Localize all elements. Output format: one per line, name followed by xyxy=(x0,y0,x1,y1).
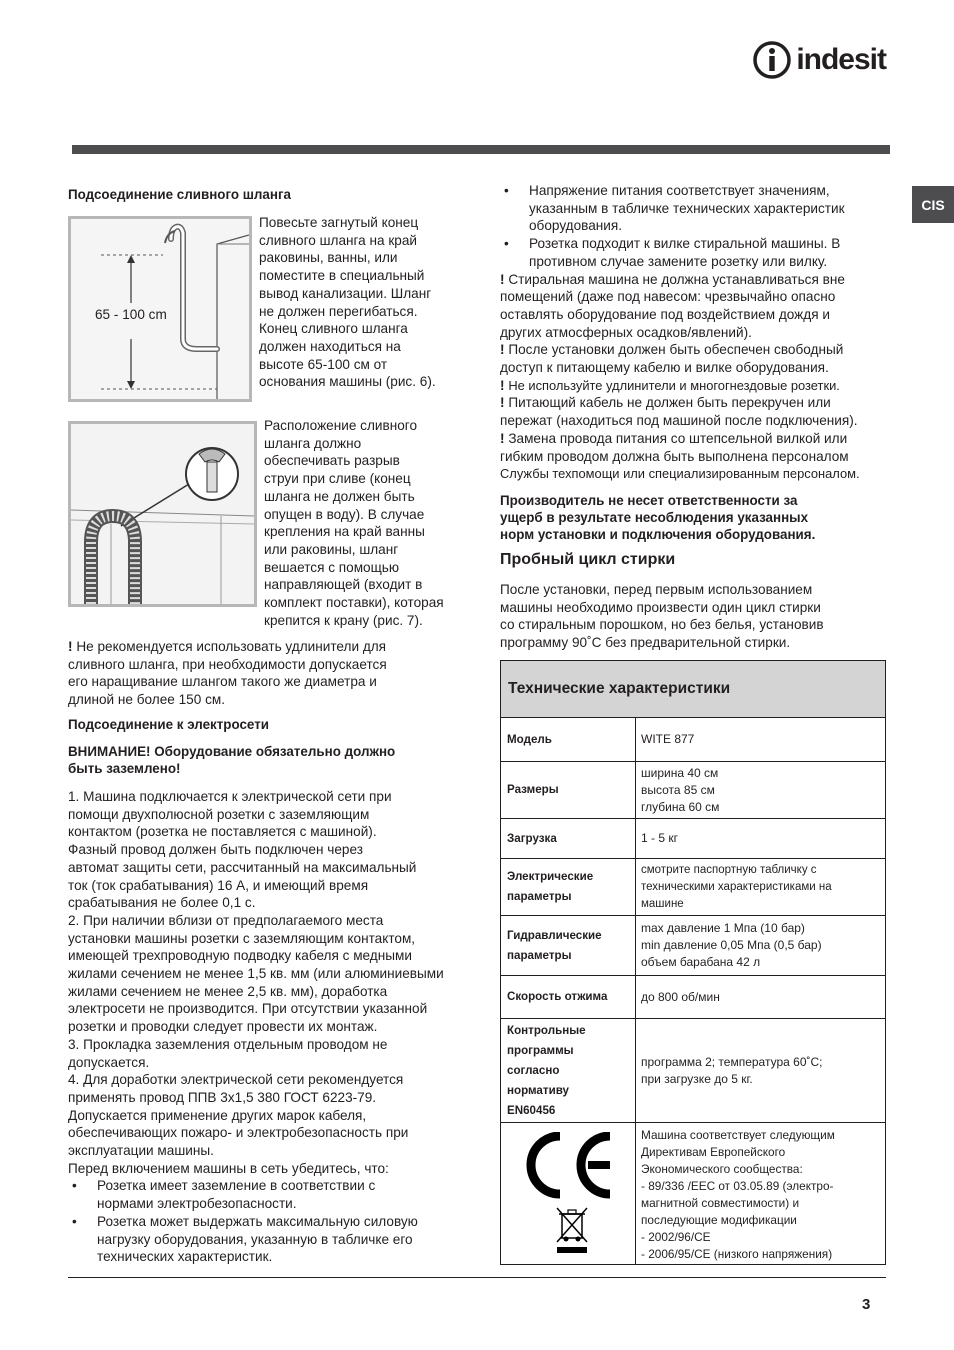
text-line: струи при сливе (конец xyxy=(264,471,411,487)
table-row: Модель WITE 877 xyxy=(501,718,886,762)
drain-heading: Подсоединение сливного шланга xyxy=(68,187,291,202)
grounding-warning xyxy=(68,743,395,777)
text-line: крепления на край ванны xyxy=(264,524,425,540)
text-line: ВНИМАНИЕ! Оборудование обязательно должно xyxy=(68,744,396,759)
text-line: допускается. xyxy=(68,1054,150,1070)
figure-7-drain-guide xyxy=(68,421,257,607)
table-row: Размеры ширина 40 см высота 85 см глубина 60 см xyxy=(501,762,886,819)
text-line: эксплуатации машины. xyxy=(68,1143,214,1159)
text-line: жилами сечением не менее 1,5 кв. мм (или алюминиевыми xyxy=(68,966,444,982)
text-line: или раковины, шланг xyxy=(264,541,399,557)
text-line: шланга не должен быть xyxy=(264,488,415,504)
spec-table xyxy=(500,660,886,1265)
text-line: раковины, ванны, или xyxy=(259,250,398,266)
text-line: Повесьте загнутый конец xyxy=(259,215,419,230)
text-line: 3. Прокладка заземления отдельным проводом не xyxy=(68,1036,388,1052)
warning-mark: ! xyxy=(68,639,77,654)
header-rule xyxy=(72,145,890,154)
page-number: 3 xyxy=(862,1296,871,1313)
text-line: длиной не более 150 см. xyxy=(68,692,225,708)
text-line: высоте 65-100 см от xyxy=(259,356,388,372)
text-line: Не рекомендуется использовать удлинители для xyxy=(76,639,387,654)
drain-guide-illustration xyxy=(71,424,254,604)
text-line: сливного шланга на край xyxy=(259,232,418,248)
text-line: шланга должно xyxy=(264,435,362,451)
text-line: обеспечивать разрыв xyxy=(264,453,400,469)
text-line: направляющей (входит в xyxy=(264,577,423,593)
bullet-list-left xyxy=(68,1177,444,1266)
table-row: Электрические параметры смотрите паспортную табличку с техническими характеристиками на машине xyxy=(501,859,886,916)
text-line: электросети не производится. При отсутствии указанной xyxy=(68,1001,428,1017)
indesit-info-icon xyxy=(752,40,792,80)
text-line: Конец сливного шланга xyxy=(259,321,408,337)
footer-rule xyxy=(68,1277,886,1278)
text-line: Перед включением машины в сеть убедитесь, что: xyxy=(68,1160,389,1176)
brand-logo xyxy=(752,40,886,80)
text-line: контактом (розетка не поставляется с машиной). xyxy=(68,824,377,840)
text-line: Допускается применение других марок кабеля, xyxy=(68,1107,367,1123)
bullet-list-right xyxy=(500,182,890,271)
text-line: 4. Для доработки электрической сети рекомендуется xyxy=(68,1072,404,1088)
text-line: автомат защиты сети, рассчитанный на максимальный xyxy=(68,859,417,875)
test-cycle-text: После установки, перед первым использованием машины необходимо произвести один цикл стирки со стиральным порошком, но без белья, установив программу 90˚С без предварительной стирки. xyxy=(500,582,824,651)
list-item: • Розетка может выдержать максимальную силовую нагрузку оборудования, указанную в табличке его технических характеристик. xyxy=(72,1213,418,1265)
text-line: быть заземлено! xyxy=(68,761,181,776)
text-line: Фазный провод должен быть подключен через xyxy=(68,842,363,858)
text-line: сливного шланга, при необходимости допускается xyxy=(68,656,387,672)
weee-bin-icon xyxy=(555,1206,589,1259)
text-line: 1. Машина подключается к электрической сети при xyxy=(68,789,392,804)
text-line: не должен перегибаться. xyxy=(259,303,418,319)
drain-text-1 xyxy=(259,214,436,391)
text-line: помощи двухполюсной розетки с заземляющим xyxy=(68,806,370,822)
right-column-text xyxy=(500,182,890,483)
figure-6-label: 65 - 100 cm xyxy=(95,307,167,322)
text-line: основания машины (рис. 6). xyxy=(259,374,436,390)
table-row: Машина соответствует следующим Директивам Европейского Экономического сообщества: - 89/336 /EEC от 03.05.89 (электро- магнитной совместимости) и последующие модификации - 2002/96/CE - 2006/95/CE (низкого напряжения) xyxy=(501,1123,886,1265)
language-tab: CIS xyxy=(912,186,954,223)
table-row: Скорость отжима до 800 об/мин xyxy=(501,976,886,1019)
spec-title: Технические характеристики xyxy=(501,661,886,718)
warning-block: ! Стиральная машина не должна устанавливаться вне помещений (даже под навесом: чрезвычайно опасно оставлять оборудование под воздействием дождя и других атмосферных осадков/явлений). ! После установки должен быть обеспечен свободный доступ к питающему кабелю и вилке оборудования. ! Не используйте удлинители и многогнездовые розетки. ! Питающий кабель не должен быть перекручен или пережат (находиться под машиной после подключения). ! Замена провода питания со штепсельной вилкой или гибким проводом должна быть выполнена персоналом Службы техпомощи или специализированным персоналом. xyxy=(500,271,860,482)
text-line: опущен в воду). В случае xyxy=(264,506,425,522)
text-line: имеющей трехпроводную подводку кабеля с медными xyxy=(68,948,412,964)
text-line: применять провод ППВ 3х1,5 380 ГОСТ 6223-79. xyxy=(68,1089,377,1105)
text-line: установки машины розетки с заземляющим контактом, xyxy=(68,930,416,946)
text-line: крепится к крану (рис. 7). xyxy=(264,612,423,628)
list-item: • Напряжение питания соответствует значениям, указанным в табличке технических характеристик оборудования. xyxy=(504,183,845,234)
text-line: комплект поставки), которая xyxy=(264,595,444,611)
text-line: срабатывания не более 0,1 с. xyxy=(68,895,256,911)
text-line: Расположение сливного xyxy=(264,418,418,433)
text-line: розетки и проводки следует провести их монтаж. xyxy=(68,1019,378,1035)
drain-text-2 xyxy=(264,417,444,629)
electric-heading: Подсоединение к электросети xyxy=(68,717,269,732)
brand-name: indesit xyxy=(796,43,886,76)
disclaimer: Производитель не несет ответственности за ущерб в результате несоблюдения указанных норм установки и подключения оборудования. xyxy=(500,493,816,542)
electric-text xyxy=(68,788,444,1266)
text-line: поместите в специальный xyxy=(259,268,425,284)
test-cycle-heading: Пробный цикл стирки xyxy=(500,551,676,568)
text-line: его наращивание шлангом такого же диаметра и xyxy=(68,674,377,690)
text-line: вешается с помощью xyxy=(264,559,400,575)
text-line: 2. При наличии вблизи от предполагаемого места xyxy=(68,912,384,928)
text-line: ток (ток срабатывания) 16 А, и имеющий время xyxy=(68,877,369,893)
text-line: жилами сечением не менее 2,5 кв. мм), доработка xyxy=(68,983,388,999)
list-item: • Розетка имеет заземление в соответствии с нормами электробезопасности. xyxy=(72,1178,376,1212)
table-row: Контрольные программы согласно нормативу EN60456 программа 2; температура 60˚С; при загрузке до 5 кг. xyxy=(501,1019,886,1123)
text-line: должен находиться на xyxy=(259,338,401,354)
table-row: Гидравлические параметры max давление 1 Мпа (10 бар) min давление 0,05 Мпа (0,5 бар) объем барабана 42 л xyxy=(501,916,886,976)
text-line: обеспечивающих пожаро- и электробезопасность при xyxy=(68,1125,409,1141)
extension-note xyxy=(68,638,387,709)
text-line: вывод канализации. Шланг xyxy=(259,285,432,301)
table-row: Загрузка 1 - 5 кг xyxy=(501,819,886,859)
list-item: • Розетка подходит к вилке стиральной машины. В противном случае замените розетку или вилку. xyxy=(504,236,841,269)
